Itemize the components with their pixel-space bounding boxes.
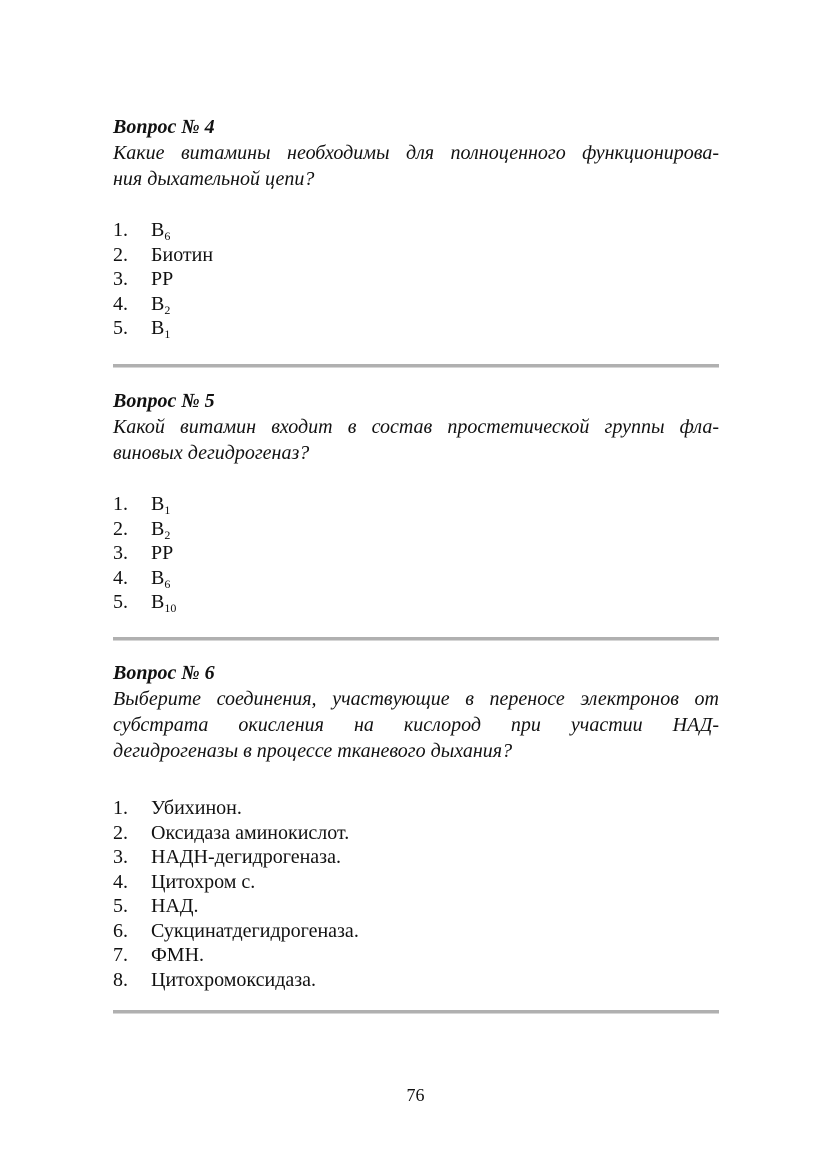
answer-option (113, 870, 719, 895)
answer-text: Биотин (151, 243, 214, 266)
answer-number: 1. (113, 493, 128, 515)
answer-subscript: 2 (164, 302, 171, 317)
answer-option (113, 943, 719, 968)
question-title: Вопрос № 5 (113, 390, 215, 412)
answer-option (113, 243, 719, 268)
answer-text: Убихинон. (151, 797, 242, 819)
answer-subscript: 1 (164, 327, 171, 341)
answer-text: $B_1$ (151, 493, 171, 517)
question-text (113, 686, 719, 764)
answer-option (113, 517, 719, 542)
answer-option (113, 541, 719, 566)
answer-number: 6. (113, 919, 128, 942)
section-divider (113, 364, 719, 368)
answer-number: 3. (113, 268, 128, 290)
question-title: Вопрос № 4 (113, 116, 215, 138)
answer-option (113, 821, 719, 846)
answer-option (113, 316, 719, 341)
answer-number: 3. (113, 542, 128, 564)
answer-text: PP (151, 542, 174, 564)
page-number: 76 (406, 1085, 425, 1105)
answer-number: 1. (113, 219, 128, 241)
answer-subscript: 1 (164, 503, 171, 517)
answer-number: 2. (113, 821, 128, 844)
answer-subscript: 10 (164, 601, 177, 615)
answer-list (113, 796, 719, 992)
answer-subscript: 2 (164, 527, 171, 542)
answer-option (113, 492, 719, 517)
answer-option (113, 894, 719, 919)
answer-text: $B_2$ (151, 517, 171, 542)
answer-option (113, 218, 719, 243)
answer-number: 4. (113, 292, 128, 315)
section-divider (113, 1010, 719, 1014)
answer-text: $B_1$ (151, 317, 171, 341)
answer-option (113, 267, 719, 292)
section-divider (113, 637, 719, 641)
question-6 (113, 660, 719, 992)
answer-subscript: 6 (164, 229, 171, 243)
question-text-line: виновых дегидрогеназ? (113, 442, 310, 464)
answer-number: 4. (113, 870, 128, 893)
answer-list (113, 218, 719, 341)
answer-option (113, 968, 719, 993)
answer-text: $B_6$ (151, 219, 171, 243)
question-text-line: ния дыхательной цепи? (113, 168, 315, 190)
answer-text: $B_{10}$ (151, 591, 177, 615)
answer-option (113, 590, 719, 615)
answer-text: Цитохром с. (151, 870, 256, 893)
answer-number: 3. (113, 846, 128, 868)
answer-option (113, 919, 719, 944)
answer-number: 2. (113, 243, 128, 266)
answer-text: Сукцинатдегидрогеназа. (151, 919, 359, 942)
question-4 (113, 114, 719, 341)
answer-option (113, 796, 719, 821)
answer-option (113, 845, 719, 870)
answer-number: 5. (113, 591, 128, 613)
answer-text: $B_2$ (151, 292, 171, 317)
answer-text: ФМН. (151, 944, 205, 966)
question-text (113, 140, 719, 192)
answer-text: Цитохромоксидаза. (151, 968, 317, 991)
question-text (113, 414, 719, 466)
question-text-line: субстрата окисления на кислород при участии НАД- (113, 714, 719, 736)
question-text-line: Выберите соединения, участвующие в переносе электронов от (113, 688, 719, 710)
question-text-line: Какие витамины необходимы для полноценного функционирова- (113, 142, 719, 164)
answer-text: НАДН-дегидрогеназа. (151, 846, 341, 868)
answer-number: 4. (113, 566, 128, 589)
question-5 (113, 388, 719, 615)
question-title: Вопрос № 6 (113, 662, 215, 684)
answer-text: НАД. (151, 895, 199, 917)
answer-option (113, 566, 719, 591)
answer-number: 7. (113, 944, 128, 966)
answer-text: PP (151, 268, 174, 290)
answer-subscript: 6 (164, 576, 171, 591)
answer-number: 2. (113, 517, 128, 540)
answer-option (113, 292, 719, 317)
question-text-line: Какой витамин входит в состав простетической группы фла- (113, 416, 719, 438)
answer-list (113, 492, 719, 615)
answer-number: 8. (113, 968, 128, 991)
answer-number: 5. (113, 317, 128, 339)
question-text-line: дегидрогеназы в процессе тканевого дыхания? (113, 740, 513, 762)
answer-text: $B_6$ (151, 566, 171, 591)
answer-number: 5. (113, 895, 128, 917)
answer-number: 1. (113, 797, 128, 819)
answer-text: Оксидаза аминокислот. (151, 821, 350, 844)
